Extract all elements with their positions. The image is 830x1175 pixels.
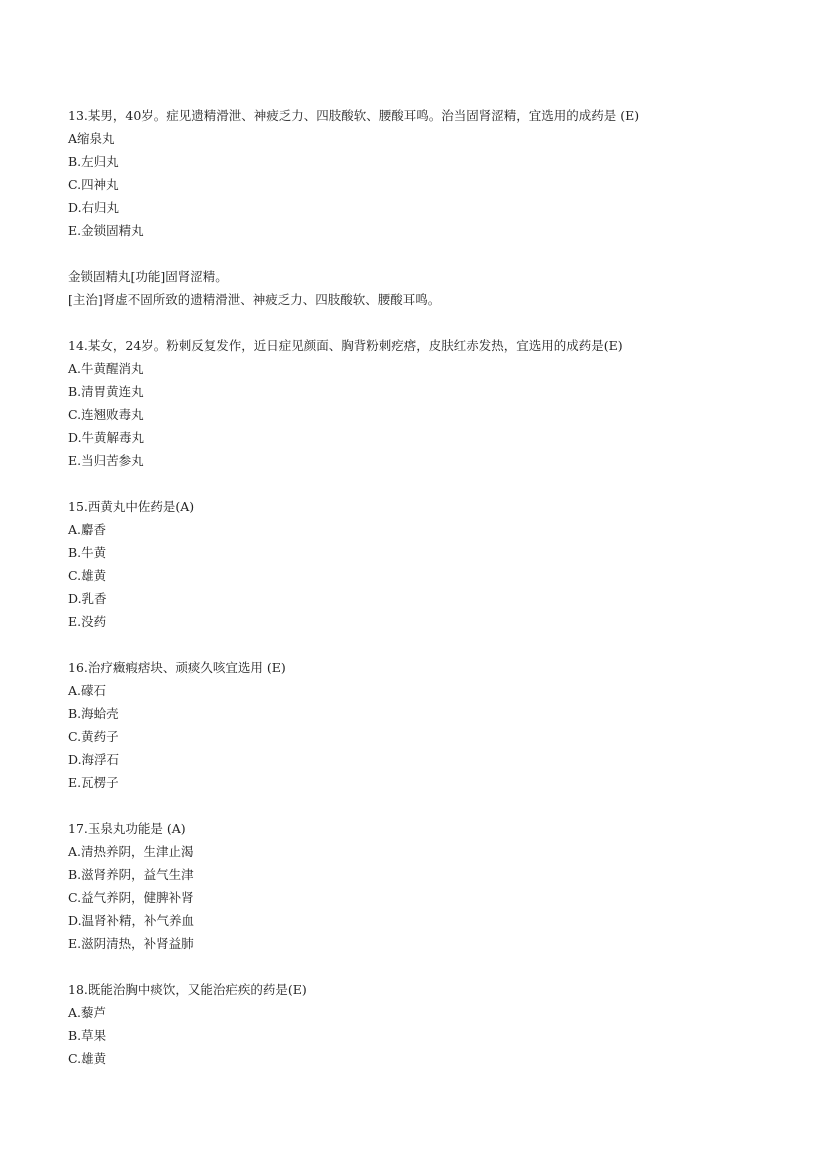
question-stem: 14.某女，24岁。粉刺反复发作，近日症见颜面、胸背粉刺疙瘩，皮肤红赤发热，宜选用的成药是(E)	[68, 338, 623, 353]
question-stem: 16.治疗癥瘕痞块、顽痰久咳宜选用 (E)	[68, 660, 286, 675]
spacer	[68, 472, 808, 495]
option-c: C.益气养阴，健脾补肾	[68, 890, 194, 905]
question-16	[68, 656, 808, 794]
option-e: E.没药	[68, 614, 107, 629]
option-c: C.雄黄	[68, 568, 107, 583]
option-a: A.麝香	[68, 522, 107, 537]
option-b: B.牛黄	[68, 545, 107, 560]
question-18	[68, 978, 808, 1070]
question-14	[68, 334, 808, 472]
question-stem: 18.既能治胸中痰饮，又能治疟疾的药是(E)	[68, 982, 307, 997]
question-17	[68, 817, 808, 955]
question-13	[68, 104, 808, 242]
option-a: A缩泉丸	[68, 131, 115, 146]
spacer	[68, 633, 808, 656]
explanation-line: [主治]肾虚不固所致的遗精滑泄、神疲乏力、四肢酸软、腰酸耳鸣。	[68, 292, 441, 307]
option-d: D.海浮石	[68, 752, 120, 767]
option-c: C.雄黄	[68, 1051, 107, 1066]
option-e: E.瓦楞子	[68, 775, 119, 790]
question-stem: 15.西黄丸中佐药是(A)	[68, 499, 195, 514]
spacer	[68, 242, 808, 265]
option-a: A.牛黄醒消丸	[68, 361, 144, 376]
option-e: E.金锁固精丸	[68, 223, 144, 238]
question-13-explanation	[68, 265, 808, 311]
option-b: B.左归丸	[68, 154, 119, 169]
option-e: E.滋阴清热，补肾益肺	[68, 936, 194, 951]
explanation-line: 金锁固精丸[功能]固肾涩精。	[68, 269, 228, 284]
question-stem: 13.某男，40岁。症见遗精滑泄、神疲乏力、四肢酸软、腰酸耳鸣。治当固肾涩精，宜选用的成药是 (E)	[68, 108, 640, 123]
spacer	[68, 794, 808, 817]
question-15	[68, 495, 808, 633]
option-a: A.清热养阴，生津止渴	[68, 844, 194, 859]
option-c: C.连翘败毒丸	[68, 407, 144, 422]
spacer	[68, 311, 808, 334]
option-d: D.右归丸	[68, 200, 120, 215]
option-a: A.礞石	[68, 683, 107, 698]
option-b: B.草果	[68, 1028, 107, 1043]
option-a: A.藜芦	[68, 1005, 107, 1020]
option-e: E.当归苦参丸	[68, 453, 144, 468]
option-d: D.乳香	[68, 591, 107, 606]
question-stem: 17.玉泉丸功能是 (A)	[68, 821, 186, 836]
document-page	[68, 104, 808, 1070]
option-d: D.牛黄解毒丸	[68, 430, 145, 445]
option-b: B.清胃黄连丸	[68, 384, 144, 399]
spacer	[68, 955, 808, 978]
option-c: C.四神丸	[68, 177, 119, 192]
option-c: C.黄药子	[68, 729, 119, 744]
option-b: B.滋肾养阴，益气生津	[68, 867, 194, 882]
option-d: D.温肾补精，补气养血	[68, 913, 195, 928]
option-b: B.海蛤壳	[68, 706, 119, 721]
